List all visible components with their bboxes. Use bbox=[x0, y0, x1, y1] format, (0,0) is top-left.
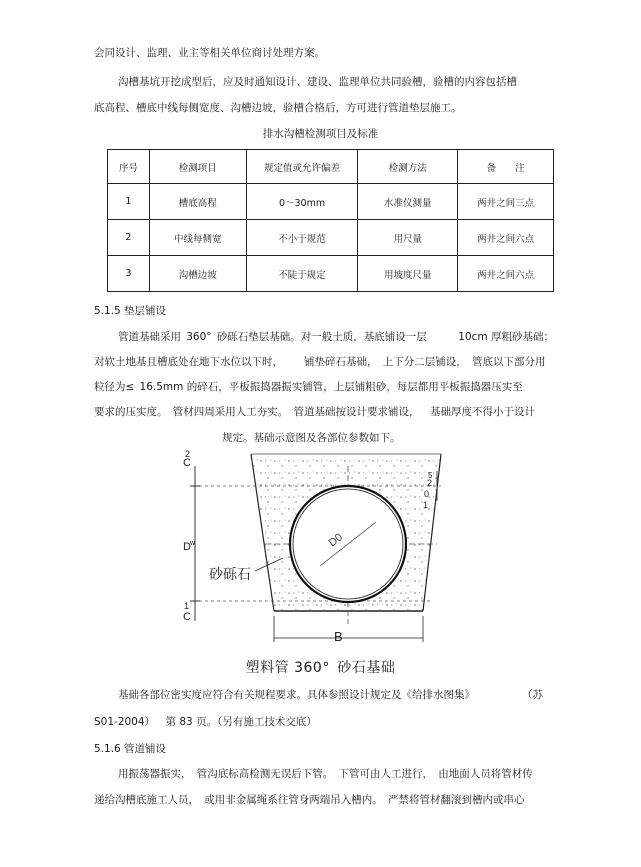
table-cell: 1 bbox=[108, 184, 150, 220]
paragraph-line: 底高程、槽底中线每侧宽度、沟槽边坡，验槽合格后，方可进行管道垫层施工。 bbox=[94, 102, 462, 114]
table-cell: 0～30mm bbox=[246, 184, 358, 220]
column-header: 检测方法 bbox=[358, 150, 458, 184]
section-heading: 5.1.6 管道铺设 bbox=[94, 743, 167, 755]
table-cell: 不小于规范 bbox=[246, 220, 358, 256]
paragraph-line: 沟槽基坑开挖成型后，应及时通知设计、建设、监理单位共同验槽，验槽的内容包括槽 bbox=[118, 76, 517, 88]
table-cell: 用坡度尺量 bbox=[358, 256, 458, 292]
table-cell: 中线每侧宽 bbox=[149, 220, 246, 256]
width-label: B bbox=[334, 629, 343, 644]
paragraph-line: （苏 bbox=[522, 689, 543, 701]
table-cell: 两井之间三点 bbox=[458, 184, 554, 220]
column-header: 规定值或允许偏差 bbox=[246, 150, 358, 184]
table-row bbox=[108, 220, 554, 256]
table-header-row bbox=[108, 150, 554, 184]
column-header: 序号 bbox=[108, 150, 150, 184]
right-label-4: 1 bbox=[423, 500, 429, 510]
table-cell: 2 bbox=[108, 220, 150, 256]
material-label: 砂砾石 bbox=[209, 567, 251, 583]
paragraph-line: 基础各部位密实度应符合有关规程要求。具体参照设计规定及《给排水图集》 bbox=[118, 689, 475, 701]
table-cell: 水准仪测量 bbox=[358, 184, 458, 220]
paragraph-line: 会同设计、监理、业主等相关单位商讨处理方案。 bbox=[94, 47, 325, 59]
table-cell: 沟槽边坡 bbox=[149, 256, 246, 292]
table-row bbox=[108, 256, 554, 292]
paragraph-line: 管道基础采用 360° 砂砾石垫层基础。对一般土质，基底铺设一层 10cm 厚粗砂基础； bbox=[118, 331, 554, 343]
table-caption: 排水沟槽检测项目及标准 bbox=[262, 128, 379, 140]
paragraph-line: 对软土地基且槽底处在地下水位以下时， 铺垫碎石基础， 上下分二层铺设， 管底以下部分用 bbox=[94, 356, 546, 368]
column-header: 检测项目 bbox=[149, 150, 246, 184]
right-label-2: 2 bbox=[427, 478, 433, 488]
figure-caption: 塑料管 360° 砂石基础 bbox=[245, 660, 396, 676]
right-label-3: 0 bbox=[424, 489, 430, 499]
table-cell: 3 bbox=[108, 256, 150, 292]
dw-label: D bbox=[183, 541, 191, 553]
paragraph-line: 粒径为≤ 16.5mm 的碎石，平板振捣器振实铺管，上层铺粗砂，每层都用平板振捣器压实至 bbox=[94, 381, 523, 393]
c1-label: C bbox=[183, 611, 191, 623]
paragraph-line: 要求的压实度。 管材四周采用人工夯实。 管道基础按设计要求铺设， 基础厚度不得小于设计 bbox=[94, 406, 535, 418]
c2-label-number: 2 bbox=[185, 449, 191, 459]
table-cell: 两井之间六点 bbox=[458, 220, 554, 256]
dw-label-sub: w bbox=[190, 540, 196, 547]
table-cell: 用尺量 bbox=[358, 220, 458, 256]
table-cell: 不陡于规定 bbox=[246, 256, 358, 292]
table-cell: 槽底高程 bbox=[149, 184, 246, 220]
section-heading: 5.1.5 垫层铺设 bbox=[94, 305, 167, 317]
d0-label: D0 bbox=[326, 531, 346, 550]
right-label-1: 5 bbox=[428, 471, 433, 480]
paragraph-line: 用振荡器振实， 管沟底标高检测无误后下管。 下管可由人工进行， 由地面人员将管材传 bbox=[118, 768, 533, 780]
table-row bbox=[108, 184, 554, 220]
c2-label: C bbox=[183, 457, 191, 469]
paragraph-line: 规定。基础示意图及各部位参数如下。 bbox=[222, 432, 401, 444]
foundation-diagram bbox=[175, 446, 465, 646]
table-cell: 两井之间六点 bbox=[458, 256, 554, 292]
paragraph-line: 递给沟槽底施工人员， 或用非金属绳系往管身两端吊入槽内。 严禁将管材翻滚到槽内或串心 bbox=[94, 794, 525, 806]
column-header: 备 注 bbox=[458, 150, 554, 184]
paragraph-line: S01-2004） 第 83 页。（另有施工技术交底） bbox=[94, 716, 317, 728]
c1-label-number: 1 bbox=[184, 601, 190, 611]
inspection-table bbox=[107, 149, 554, 292]
